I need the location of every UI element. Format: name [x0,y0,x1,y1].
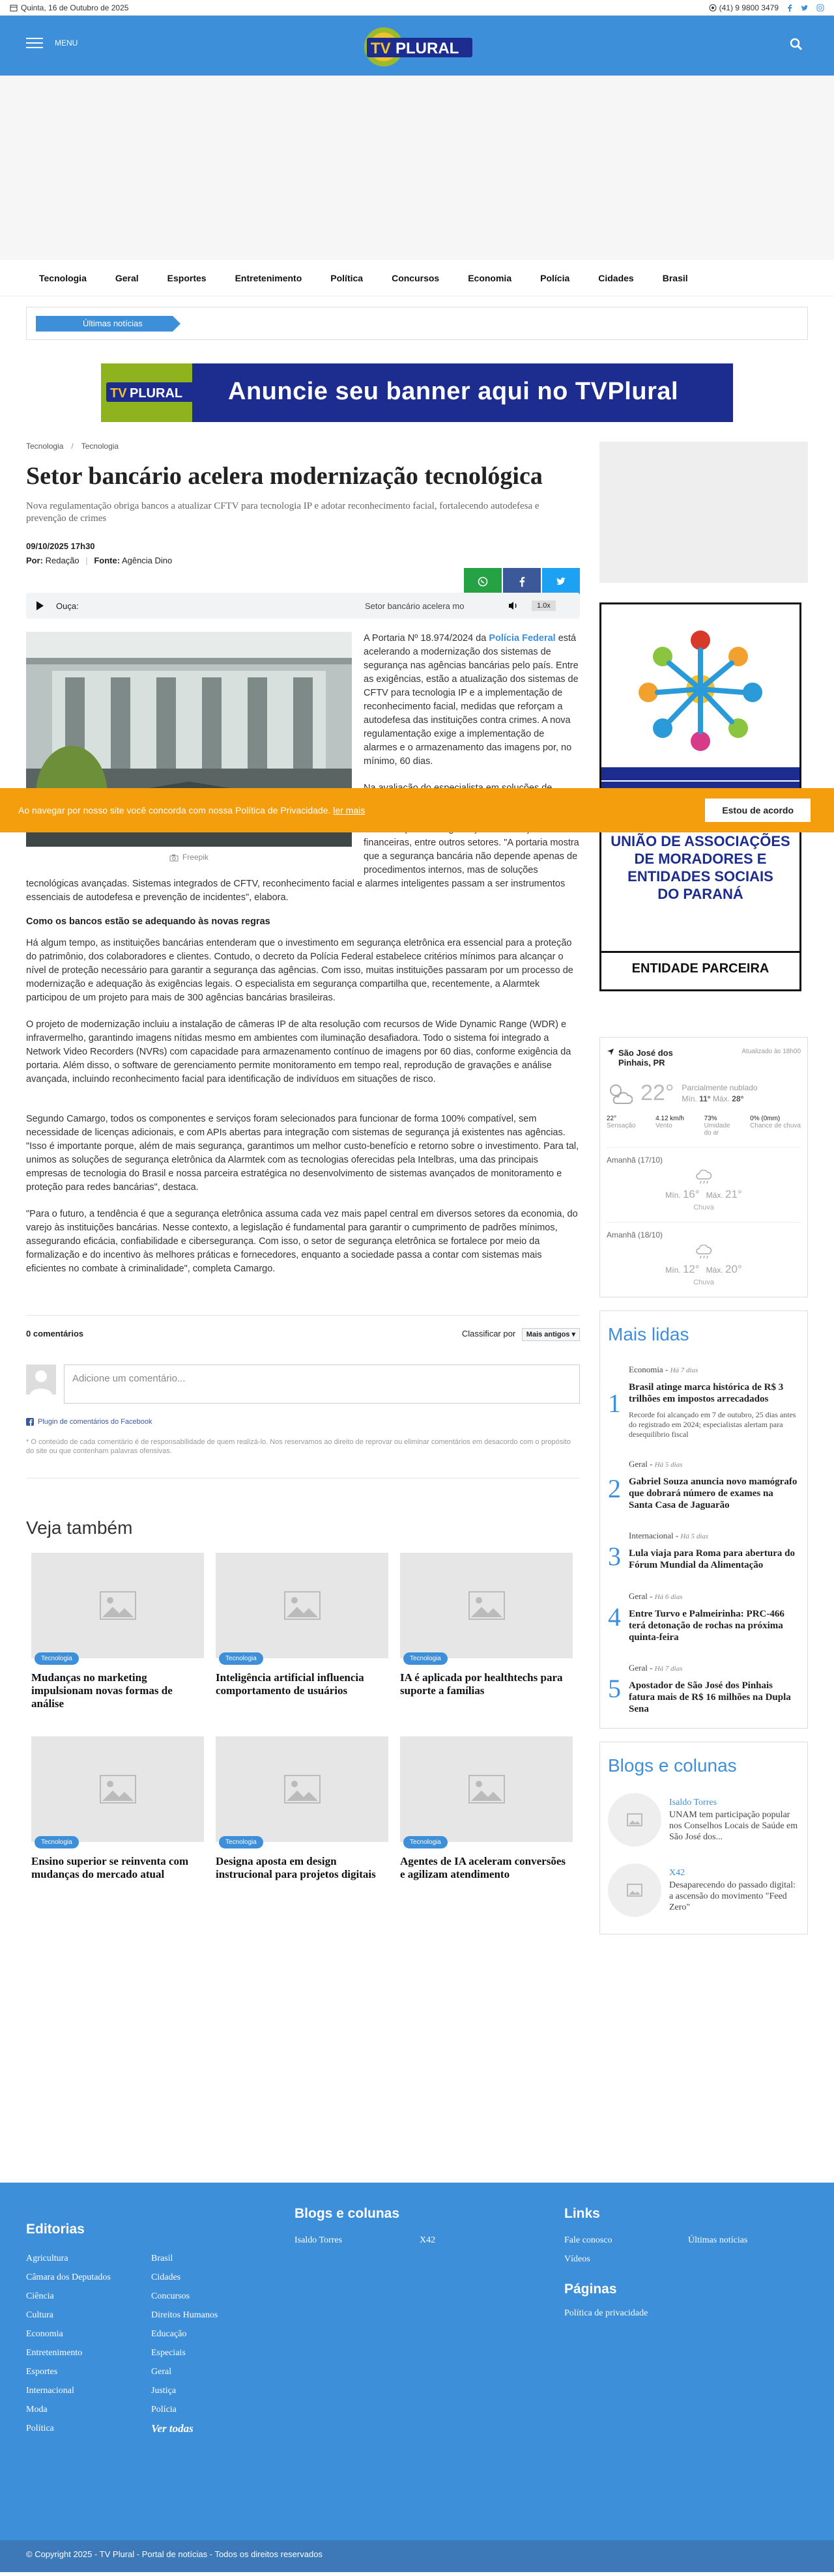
partner-line: UNIÃO DE ASSOCIAÇÕES [611,833,790,849]
max-label: Máx. [706,1266,723,1275]
card-tag[interactable]: Tecnologia [403,1836,448,1848]
instagram-icon[interactable] [816,4,824,12]
related-card[interactable] [31,1736,204,1881]
partner-line: ENTIDADES SOCIAIS [627,868,773,885]
blog-author[interactable]: X42 [669,1867,685,1878]
rank-number: 3 [608,1542,621,1571]
blog-excerpt[interactable]: UNAM tem participação popular nos Conselhos Locais de Saúde em São José dos... [669,1809,798,1842]
footer-link[interactable]: Isaldo Torres [295,2235,343,2245]
related-card[interactable] [216,1736,388,1881]
item-title[interactable]: Brasil atinge marca histórica de R$ 3 trilhões em impostos arrecadados [629,1382,784,1404]
card-image-placeholder [31,1553,204,1662]
card-title[interactable]: Mudanças no marketing impulsionam novas formas de análise [31,1671,173,1710]
site-header [0,16,834,76]
stat-label: Vento [655,1122,672,1129]
footer-link[interactable]: Educação [151,2329,187,2339]
search-button[interactable] [790,38,803,51]
source-label: Fonte: [94,556,121,565]
item-category: Geral [629,1459,648,1469]
footer-link[interactable]: Agricultura [26,2254,68,2263]
item-category: Economia [629,1365,663,1374]
image-icon [627,1813,642,1826]
article-subtitle: Nova regulamentação obriga bancos a atualizar CFTV para tecnologia IP e adotar reconhecimento facial, fortalecendo autodefesa e prevenção de crimes [26,501,539,524]
item-age: Há 7 dias [654,1665,683,1673]
most-read-item[interactable]: 3 Internacional - Há 5 dias Lula viaja para Roma para abertura do Fórum Mundial da Alimentação [608,1531,799,1572]
image-icon [100,1775,136,1804]
sort-label: Classificar por [461,1329,516,1338]
card-title[interactable]: Inteligência artificial influencia comportamento de usuários [216,1671,364,1697]
max-label: Máx. [706,1191,723,1200]
facebook-plugin[interactable] [26,1418,580,1426]
rank-number: 5 [608,1674,621,1703]
menu-label: MENU [55,38,78,48]
footer-link[interactable]: Brasil [151,2254,173,2263]
category-nav [0,260,834,296]
footer-links-title: Links [564,2206,600,2221]
stat-value: 4.12 km/h [655,1115,684,1122]
article-meta: 09/10/2025 17h30 Por: Redação | Fonte: Agência Dino [26,539,580,568]
item-title[interactable]: Apostador de São José dos Pinhais fatura mais de R$ 16 milhões na Dupla Sena [629,1680,791,1714]
min-label: Mín. [665,1191,681,1200]
footer-blogs-title: Blogs e colunas [295,2206,400,2221]
paragraph-text: está acelerando a modernização dos sistemas de segurança nas agências bancárias pelo país. Entre as exigências, estão a atualização dos sistemas de CFTV para tecnologia IP e a implementação de reconhecimento facial, medidas que reforçam a autodefesa das instituições contra crimes. A nova regulamentação exige a implementação de alarmes e o armazenamento das imagens por, no mínimo, 60 dias. [364,633,579,767]
related-title: Veja também [26,1518,133,1538]
stat-label: Umidade do ar [704,1122,730,1137]
rank-number: 4 [608,1602,621,1632]
blog-avatar [608,1863,661,1917]
weather-max: 28° [732,1094,744,1103]
footer-paginas-title: Páginas [564,2282,617,2297]
partner-logo-graphic [601,604,799,780]
related-card[interactable] [400,1736,573,1881]
item-age: Há 5 dias [654,1461,683,1469]
footer-link[interactable]: Política [26,2424,54,2433]
footer-link[interactable]: Justiça [151,2386,177,2396]
image-icon [627,1884,642,1897]
article-title: Setor bancário acelera modernização tecnológica [26,462,543,490]
footer-link[interactable]: Vídeos [564,2254,590,2264]
breadcrumb-item[interactable]: Tecnologia [81,442,119,451]
weather-temp: 22° [640,1081,674,1105]
item-title[interactable]: Lula viaja para Roma para abertura do Fórum Mundial da Alimentação [629,1548,795,1570]
footer-link[interactable]: Economia [26,2329,63,2339]
forecast-day [607,1222,801,1286]
footer-link[interactable]: Cidades [151,2272,181,2282]
nav-item[interactable]: Tecnologia [39,272,87,283]
nav-item[interactable]: Entretenimento [235,272,302,283]
comment-input[interactable]: Adicione um comentário... [64,1365,580,1404]
forecast-min: 16° [682,1188,700,1200]
sidebar [599,442,808,1934]
forecast-max: 20° [725,1263,742,1275]
footer-editorias-col [26,2249,151,2438]
weather-stat [655,1115,684,1137]
nav-item[interactable]: Polícia [540,272,570,283]
card-tag[interactable]: Tecnologia [35,1652,79,1665]
forecast-min: 12° [682,1263,700,1275]
forecast-desc: Chuva [693,1204,714,1211]
item-age: Há 6 dias [654,1593,683,1601]
paragraph-6: "Para o futuro, a tendência é que a segurança eletrônica assuma cada vez mais papel central em diversos setores da economia, do varejo às instituições bancárias. Nesse contexto, a legislação é fundamental para garantir o cumprimento de padrões mínimos, assegurando eficácia, confiabilidade e cibersegurança. Com isso, o setor de segurança eletrônica se fortalece por meio da formalização e do incentivo às melhores práticas e fornecedores, enquanto a sociedade passa a contar com sistemas mais eficientes no combate à criminalidade", completa Camargo. [26,1209,578,1274]
news-ticker [26,307,808,340]
item-summary: Recorde foi alcançado em 7 de outubro, 25 dias antes do registrado em 2024; especialistas alertam para desequilíbrio fiscal [629,1410,796,1439]
forecast-date: Amanhã (18/10) [607,1230,663,1239]
sort-select[interactable]: Mais antigos ▾ [522,1328,580,1341]
weather-desc: Parcialmente nublado [682,1083,758,1092]
search-icon [790,38,803,51]
paragraph-5: Segundo Camargo, todos os componentes e serviços foram selecionados para funcionar de forma 100% compatível, sem necessidade de licenças adicionais, e com APIs abertas para integração com sistemas de segurança já existentes nas agências. "Isso é importante porque, além de mais segurança, garantimos um melhor custo-benefício e retorno sobre o investimento. Para tal, unimos as soluções de segurança eletrônica da Alarmtek com as tecnologias oferecidas pela Intelbras, uma das principais empresas de tecnologia do Brasil e nossa parceira estratégica no desenvolvimento de sistemas avançados de monitoramento e proteção para redes bancárias", destaca. [26,1114,579,1193]
related-card[interactable] [31,1553,204,1710]
rank-number: 2 [608,1474,621,1503]
twitter-icon[interactable] [801,4,809,12]
site-logo[interactable] [362,25,474,68]
footer-see-all-link[interactable]: Ver todas [151,2422,194,2435]
svg-text:PLURAL: PLURAL [130,386,183,401]
item-category: Geral [629,1591,648,1601]
article-column [26,442,580,1881]
facebook-icon [26,1418,34,1426]
audio-label: Ouça: [56,601,79,611]
top-bar [0,0,834,16]
related-card[interactable] [400,1553,573,1710]
nav-item[interactable]: Brasil [662,272,688,283]
article-date: 09/10/2025 17h30 [26,541,95,551]
footer-link[interactable]: Concursos [151,2291,190,2301]
most-read-item[interactable]: 1 Economia - Há 7 dias Brasil atinge marca histórica de R$ 3 trilhões em impostos arrecadados Recorde foi alcançado em 7 de outubro, 25 dias antes do registrado em 2024; especialistas alertam para desequilíbrio fiscal [608,1365,799,1439]
menu-button[interactable] [26,38,78,48]
footer-link[interactable]: Ciência [26,2291,54,2301]
card-title[interactable]: Designa aposta em design instrucional para projetos digitais [216,1855,376,1880]
blogs-widget [599,1742,808,1934]
partner-line: DE MORADORES E [634,851,767,867]
related-grid [31,1553,580,1881]
related-card[interactable] [216,1553,388,1710]
card-tag[interactable]: Tecnologia [219,1836,263,1848]
footer-link[interactable]: Direitos Humanos [151,2310,218,2320]
breadcrumb: Tecnologia / Tecnologia [26,442,119,451]
ad-banner[interactable] [101,363,733,422]
forecast-desc: Chuva [693,1279,714,1286]
image-caption [26,851,352,864]
footer-link[interactable]: Polícia [151,2405,177,2414]
banner-text: Anuncie seu banner aqui no TVPlural [228,378,679,405]
speed-button[interactable]: 1.0x [532,601,556,611]
footer-link[interactable]: Política de privacidade [564,2308,648,2318]
most-read-title: Mais lidas [608,1324,689,1344]
card-image-placeholder [400,1553,573,1662]
blog-avatar [608,1793,661,1847]
footer-link[interactable]: Câmara dos Deputados [26,2272,111,2282]
card-image-placeholder [216,1736,388,1846]
item-age: Há 5 dias [680,1533,709,1540]
site-footer [0,2183,834,2572]
whatsapp-icon [478,576,488,587]
card-title[interactable]: Agentes de IA aceleram conversões e agilizam atendimento [400,1855,566,1880]
plugin-label: Plugin de comentários do Facebook [38,1418,152,1426]
paragraph-text: A Portaria Nº 18.974/2024 da [364,633,489,644]
footer-editorias-col [151,2249,218,2438]
rank-number: 1 [608,1389,621,1418]
weather-min: 11° [699,1094,711,1103]
image-icon [100,1591,136,1620]
svg-text:TV: TV [110,386,127,401]
item-title[interactable]: Entre Turvo e Palmeirinha: PRC-466 terá detonação de rochas na próxima quinta-feira [629,1609,784,1643]
cookie-banner [0,788,834,832]
weather-stat [750,1115,801,1137]
image-icon [284,1591,321,1620]
main-area [0,442,834,2200]
most-read-item[interactable]: 2 Geral - Há 5 dias Gabriel Souza anuncia novo mamógrafo que dobrará número de exames na Santa Casa de Jaguarão [608,1459,799,1511]
rain-icon [607,1245,801,1260]
footer-link[interactable]: Esportes [26,2367,58,2377]
card-image-placeholder [31,1736,204,1846]
nav-item[interactable]: Cidades [598,272,634,283]
comments-count: 0 comentários [26,1329,84,1338]
audio-track: Setor bancário acelera mo [365,601,465,611]
share-whatsapp-button[interactable] [464,568,502,595]
card-image-placeholder [400,1736,573,1846]
camera-icon [169,854,179,862]
item-category: Internacional [629,1531,674,1540]
blog-item[interactable] [608,1863,799,1917]
item-title[interactable]: Gabriel Souza anuncia novo mamógrafo que dobrará número de exames na Santa Casa de Jaguarão [629,1477,798,1510]
top-ad-slot [0,76,834,260]
stat-label: Chance de chuva [750,1122,801,1129]
location-icon [607,1048,614,1068]
blog-author[interactable]: Isaldo Torres [669,1797,717,1807]
card-title[interactable]: Ensino superior se reinventa com mudanças do mercado atual [31,1855,189,1880]
author-label: Por: [26,556,43,565]
weather-stat [704,1115,730,1137]
ticker-label[interactable]: Últimas notícias [36,316,173,332]
forecast-day [607,1147,801,1211]
forecast-date: Amanhã (17/10) [607,1155,663,1165]
cookie-read-more-link[interactable]: ler mais [333,805,366,815]
divider [26,1478,580,1479]
stat-label: Sensação [607,1122,636,1129]
facebook-icon[interactable] [786,4,793,12]
most-read-item[interactable]: 4 Geral - Há 6 dias Entre Turvo e Palmeirinha: PRC-466 terá detonação de rochas na próxima quinta-feira [608,1591,799,1643]
comment-box [26,1365,580,1404]
partly-cloudy-icon [607,1083,633,1105]
policia-federal-link[interactable]: Polícia Federal [489,633,556,644]
min-label: Mín. [682,1094,697,1103]
copyright: © Copyright 2025 - TV Plural - Portal de notícias - Todos os direitos reservados [26,2549,323,2559]
weather-city: São José dos Pinhais, PR [618,1048,673,1068]
card-tag[interactable]: Tecnologia [403,1652,448,1665]
breadcrumb-item[interactable]: Tecnologia [26,442,64,451]
source: Agência Dino [121,556,173,565]
image-icon [468,1591,505,1620]
weather-updated: Atualizado às 18h00 [741,1048,801,1055]
footer-link[interactable]: X42 [420,2235,436,2245]
stat-value: 0% (0mm) [750,1115,781,1122]
stat-value: 73% [704,1115,717,1122]
image-icon [468,1775,505,1804]
footer-editorias-title: Editorias [26,2222,85,2237]
sidebar-ad-slot [599,442,808,583]
most-read [599,1310,808,1729]
phone-link[interactable] [709,3,779,12]
banner-logo [106,373,197,412]
footer-link[interactable]: Últimas notícias [688,2235,748,2245]
min-label: Mín. [665,1266,681,1275]
paragraph-4: O projeto de modernização incluiu a instalação de câmeras IP de alta resolução com recursos de Wide Dynamic Range (WDR) e infravermelho, garantindo imagens nítidas mesmo em ambientes com iluminação desafiadora. Todo o sistema foi integrado a Network Video Recorders (NVRs) com capacidade para armazenamento contínuo de imagens por 60 dias, conforme exigência da portaria. Além disso, o software de gerenciamento permite monitoramento em tempo real, reprodução de gravações e análise avançada, incluindo reconhecimento facial para identificação de indivíduos em situações de risco. [26,1019,571,1084]
stat-value: 22° [607,1115,617,1122]
author: Redação [45,556,79,565]
article-body [26,632,580,1276]
footer-link[interactable]: Moda [26,2405,48,2414]
footer-link[interactable]: Fale conosco [564,2235,612,2245]
most-read-item[interactable]: 5 Geral - Há 7 dias Apostador de São José dos Pinhais fatura mais de R$ 16 milhões na Dupla Sena [608,1663,799,1715]
footer-link[interactable]: Geral [151,2367,172,2377]
footer-link[interactable]: Entretenimento [26,2348,83,2358]
comment-disclaimer: * O conteúdo de cada comentário é de responsabilidade de quem realizá-lo. Nos reservamos ao direito de reprovar ou eliminar comentários em desacordo com o propósito do site ou que contenham palavras ofensivas. [26,1438,571,1455]
calendar-icon [10,4,18,12]
section-heading: Como os bancos estão se adequando às novas regras [26,916,270,927]
card-title[interactable]: IA é aplicada por healthtechs para suporte a famílias [400,1671,563,1697]
card-tag[interactable]: Tecnologia [219,1652,263,1665]
whatsapp-icon [709,4,717,12]
share-twitter-button[interactable] [542,568,580,595]
volume-icon[interactable] [508,601,519,610]
footer-link[interactable]: Internacional [26,2386,74,2396]
card-image-placeholder [216,1553,388,1662]
image-icon [284,1775,321,1804]
blog-item[interactable] [608,1793,799,1847]
cookie-text: Ao navegar por nosso site você concorda com nossa Política de Privacidade. [18,805,331,815]
weather-stat [607,1115,635,1137]
paragraph-3: Há algum tempo, as instituições bancárias entenderam que o investimento em segurança eletrônica era essencial para a proteção do patrimônio, dos colaboradores e clientes. Contudo, o decreto da Polícia Federal estabelece critérios mínimos para alcançar o nível de proteção necessário para garantir a segurança das agências. Com isso, muitas instituições passaram por um processo de modernização e adequação às exigências legais. O especialista em segurança compartilha que, recentemente, a Alarmtek participou de um projeto para mais de 300 agências bancárias brasileiras. [26,938,573,1003]
play-icon[interactable] [35,601,44,611]
paragraph-2: financeiras, entre outros setores. "A portaria mostra que a segurança bancária não depende apenas de procedimentos internos, mas de soluções tecnológicas avançadas. Sistemas integrados de CFTV, reconhecimento facial e alarmes inteligentes passam a ser instrumentos essenciais de autodefesa e prevenção de incidentes", elabora. [26,838,579,903]
current-date: Quinta, 16 de Outubro de 2025 [21,3,129,12]
max-label: Máx. [712,1094,730,1103]
weather-widget [599,1037,808,1297]
footer-link[interactable]: Especiais [151,2348,186,2358]
comments-header [26,1315,580,1338]
item-age: Há 7 dias [670,1366,698,1374]
hamburger-icon [26,38,43,48]
nav-item[interactable]: Economia [468,272,512,283]
rain-icon [607,1170,801,1185]
image-credit: Freepik [182,853,208,862]
item-category: Geral [629,1663,648,1673]
nav-item[interactable]: Esportes [167,272,207,283]
nav-item[interactable]: Geral [115,272,139,283]
twitter-icon [556,577,566,586]
partner-footer: ENTIDADE PARCEIRA [631,961,769,976]
phone-number: (41) 9 9800 3479 [719,3,779,12]
svg-text:TV: TV [371,40,391,57]
share-facebook-button[interactable] [503,568,541,595]
blogs-title: Blogs e colunas [608,1755,737,1776]
nav-item[interactable]: Concursos [392,272,440,283]
sort-value: Mais antigos [526,1331,570,1338]
partner-line: DO PARANÁ [657,886,743,902]
svg-text:PLURAL: PLURAL [395,40,459,57]
facebook-icon [519,576,525,587]
audio-player [26,593,580,619]
nav-item[interactable]: Política [330,272,364,283]
forecast-max: 21° [725,1188,742,1200]
card-tag[interactable]: Tecnologia [35,1836,79,1848]
cookie-accept-button[interactable]: Estou de acordo [705,799,811,822]
footer-link[interactable]: Cultura [26,2310,53,2320]
user-avatar [26,1365,56,1394]
footer-bottom-bar [0,2540,834,2572]
blog-excerpt[interactable]: Desaparecendo do passado digital: a ascensão do movimento "Feed Zero" [669,1880,796,1912]
share-buttons [464,568,580,595]
